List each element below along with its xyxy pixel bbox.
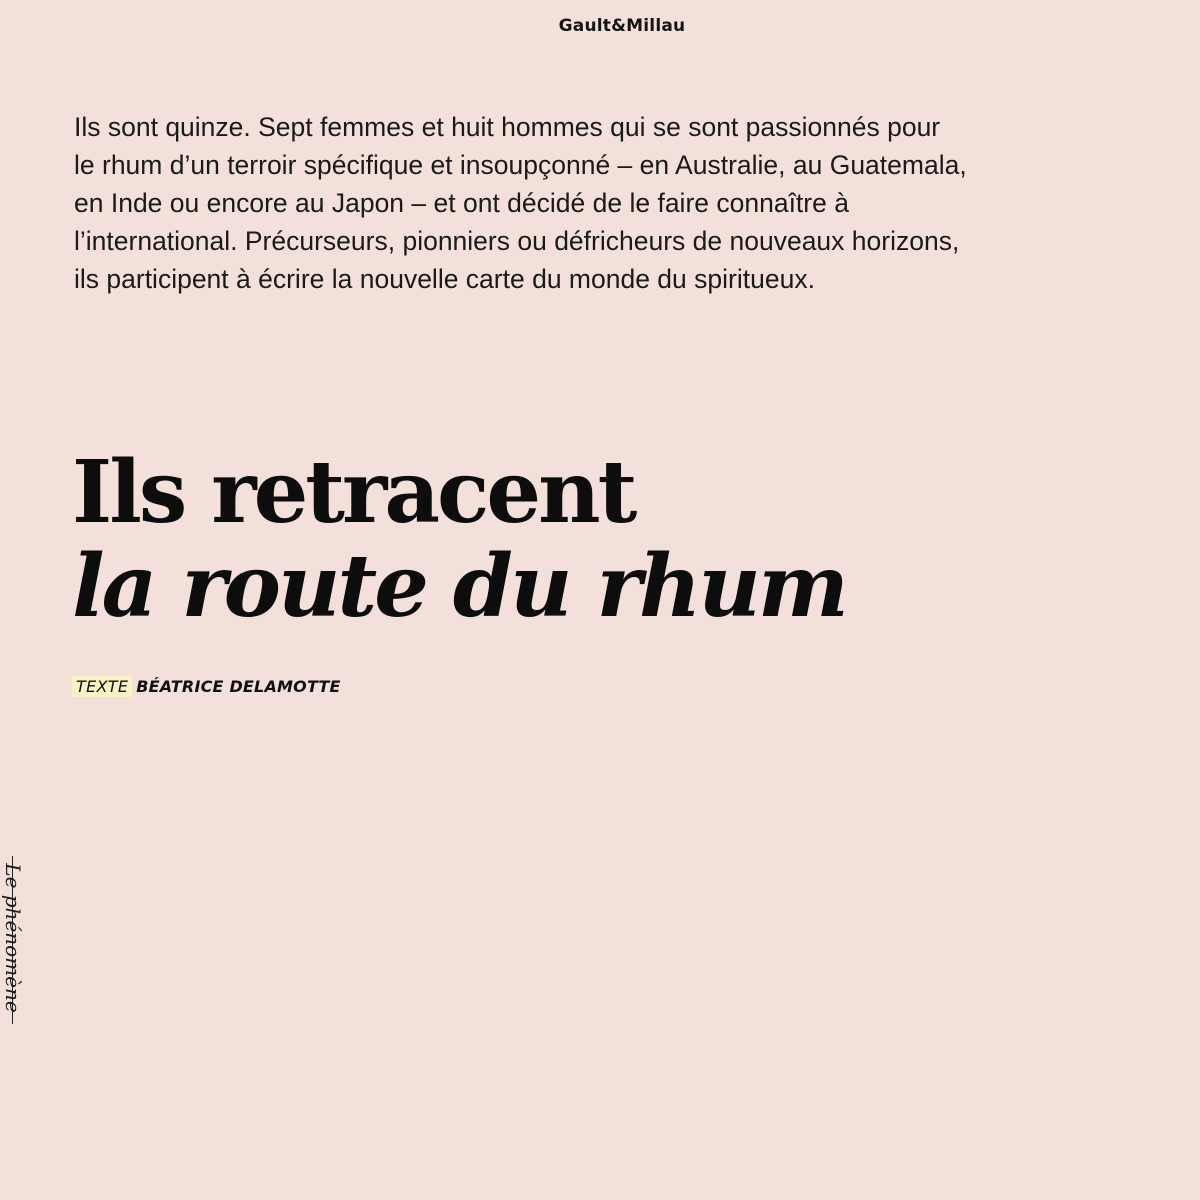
intro-line: Ils sont quinze. Sept femmes et huit hommes qui se sont passionnés pour [74,112,941,142]
intro-line: en Inde ou encore au Japon – et ont décidé de le faire connaître à [74,188,849,218]
headline-line-1: Ils retracent [72,442,635,543]
headline-line-2: la route du rhum [72,536,846,637]
intro-line: l’international. Précurseurs, pionniers ou défricheurs de nouveaux horizons, [74,226,960,256]
intro-line: le rhum d’un terroir spécifique et insoupçonné – en Australie, au Guatemala, [74,150,967,180]
byline-author: BÉATRICE DELAMOTTE [136,677,341,696]
masthead-brand: Gault&Millau [558,16,686,36]
intro-line: ils participent à écrire la nouvelle carte du monde du spiritueux. [74,264,815,294]
byline-label: TEXTE [72,676,132,697]
intro-paragraph [74,108,1154,298]
section-label: Le phénomène [1,863,25,1013]
article-headline [72,442,846,637]
byline [72,674,341,700]
